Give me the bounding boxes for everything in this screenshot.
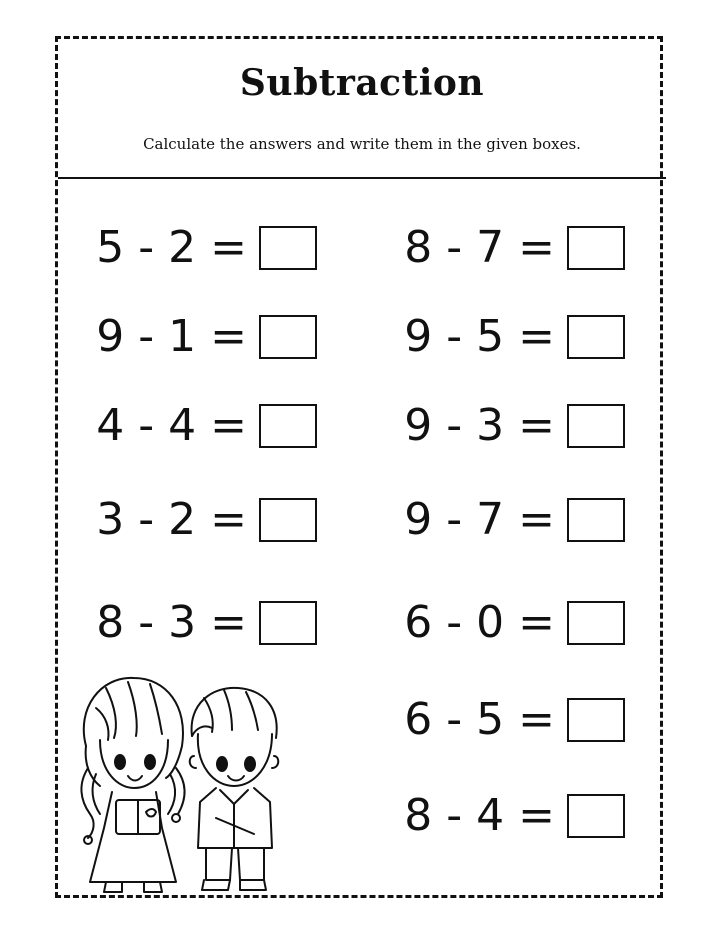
instructions-text: Calculate the answers and write them in the given boxes. bbox=[143, 135, 581, 153]
problem-right-2 bbox=[392, 307, 625, 367]
problem-right-1 bbox=[392, 218, 625, 278]
answer-box[interactable] bbox=[567, 226, 625, 270]
problem-expression: 4 - 4 = bbox=[96, 400, 247, 451]
problem-expression: 5 - 2 = bbox=[96, 222, 247, 273]
problem-right-4 bbox=[392, 490, 625, 550]
answer-box[interactable] bbox=[259, 404, 317, 448]
problem-right-3 bbox=[392, 396, 625, 456]
problem-expression: 9 - 5 = bbox=[404, 311, 555, 362]
problem-expression: 6 - 5 = bbox=[404, 694, 555, 745]
header-divider bbox=[58, 177, 666, 179]
problem-right-5 bbox=[392, 593, 625, 653]
answer-box[interactable] bbox=[567, 498, 625, 542]
problem-right-7 bbox=[392, 786, 625, 846]
problem-expression: 9 - 3 = bbox=[404, 400, 555, 451]
problem-expression: 8 - 7 = bbox=[404, 222, 555, 273]
answer-box[interactable] bbox=[259, 226, 317, 270]
answer-box[interactable] bbox=[567, 698, 625, 742]
answer-box[interactable] bbox=[259, 601, 317, 645]
answer-box[interactable] bbox=[567, 404, 625, 448]
problem-right-6 bbox=[392, 690, 625, 750]
problem-expression: 8 - 3 = bbox=[96, 597, 247, 648]
problem-left-4 bbox=[84, 490, 317, 550]
problem-expression: 3 - 2 = bbox=[96, 494, 247, 545]
problem-expression: 8 - 4 = bbox=[404, 790, 555, 841]
page-title: Subtraction bbox=[239, 62, 485, 104]
problem-expression: 6 - 0 = bbox=[404, 597, 555, 648]
problem-left-1 bbox=[84, 218, 317, 278]
answer-box[interactable] bbox=[567, 315, 625, 359]
problem-left-5 bbox=[84, 593, 317, 653]
problem-expression: 9 - 1 = bbox=[96, 311, 247, 362]
problem-left-3 bbox=[84, 396, 317, 456]
answer-box[interactable] bbox=[259, 498, 317, 542]
answer-box[interactable] bbox=[259, 315, 317, 359]
problem-left-2 bbox=[84, 307, 317, 367]
answer-box[interactable] bbox=[567, 601, 625, 645]
answer-box[interactable] bbox=[567, 794, 625, 838]
problem-expression: 9 - 7 = bbox=[404, 494, 555, 545]
children-reading-icon bbox=[66, 668, 296, 896]
